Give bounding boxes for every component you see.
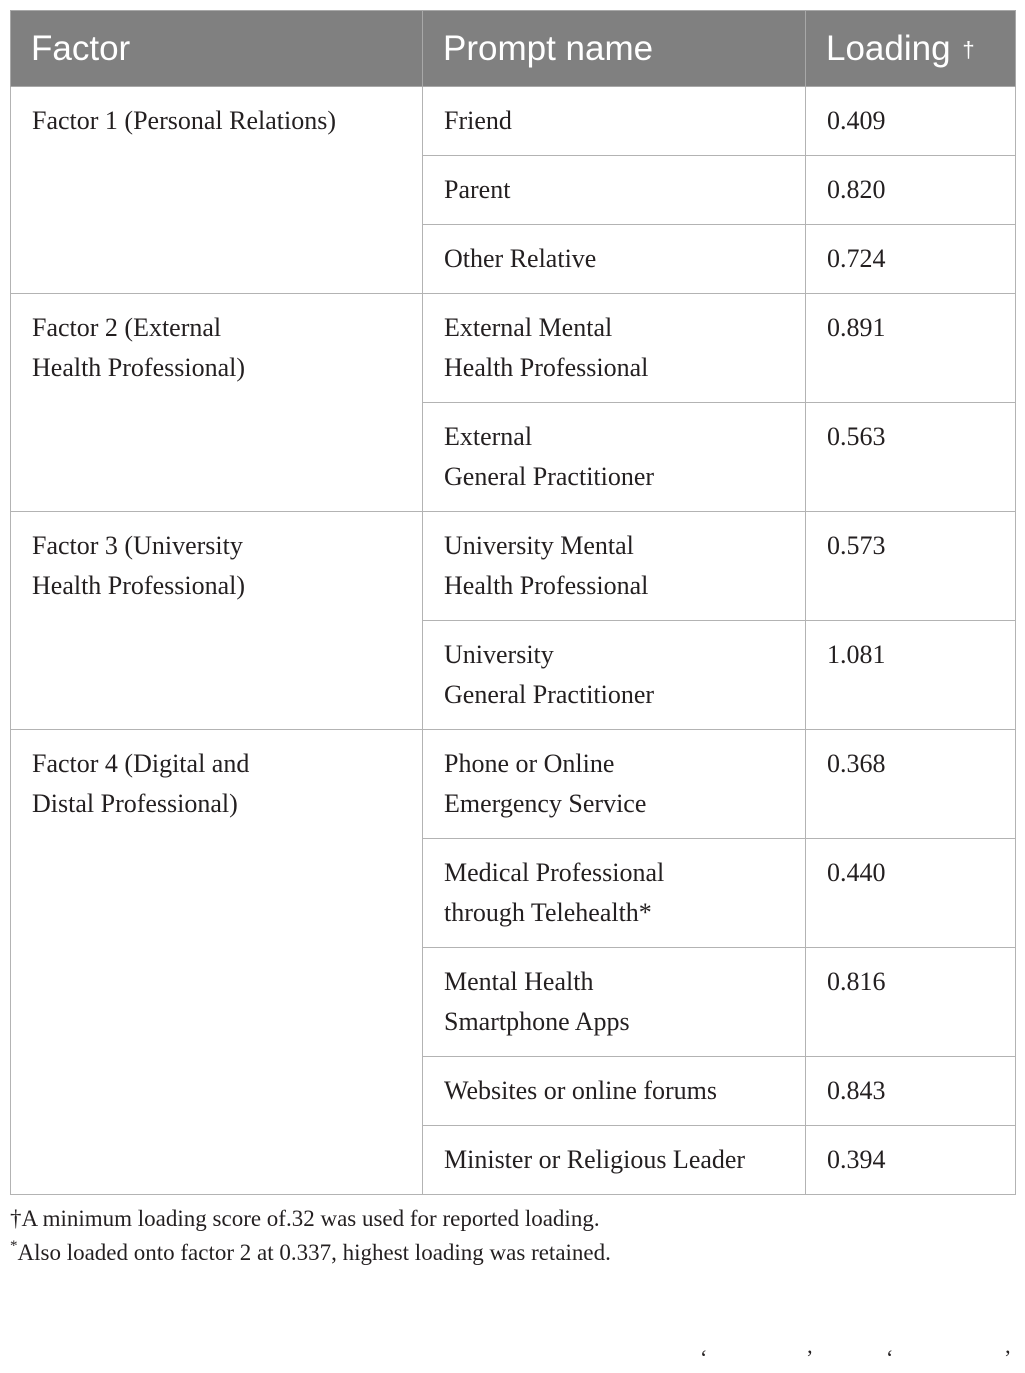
prompt-name-line: University <box>444 640 554 669</box>
loading-value-cell: 0.573 <box>806 512 1016 621</box>
prompt-name-cell <box>423 948 806 1057</box>
table-footnotes <box>10 1202 611 1270</box>
asterisk-footnote <box>10 1236 611 1270</box>
factor-loadings-table <box>10 10 1016 1195</box>
factor-label-line: Health Professional) <box>32 353 246 382</box>
loading-value-cell: 0.563 <box>806 403 1016 512</box>
prompt-name-cell <box>423 403 806 512</box>
prompt-name-line: University Mental <box>444 531 634 560</box>
prompt-name-line: Emergency Service <box>444 789 647 818</box>
quote-mark-2: ’ <box>806 1345 814 1370</box>
prompt-name-line: Health Professional <box>444 571 649 600</box>
loading-value-cell: 0.820 <box>806 156 1016 225</box>
prompt-name-cell <box>423 156 806 225</box>
loading-value-cell: 0.724 <box>806 225 1016 294</box>
dagger-footnote: †A minimum loading score of.32 was used for reported loading. <box>10 1206 600 1231</box>
factor-label-line: Factor 1 (Personal Relations) <box>32 106 336 135</box>
factor-cell <box>11 294 423 512</box>
table-row <box>11 87 1016 156</box>
prompt-name-line: Medical Professional <box>444 858 665 887</box>
prompt-name-line: Smartphone Apps <box>444 1007 630 1036</box>
header-factor <box>11 11 423 87</box>
factor-cell <box>11 730 423 1195</box>
prompt-name-line: External <box>444 422 533 451</box>
header-loading-label: Loading <box>826 28 951 68</box>
asterisk-footnote-text: Also loaded onto factor 2 at 0.337, highest loading was retained. <box>17 1240 611 1265</box>
prompt-name-line: General Practitioner <box>444 680 655 709</box>
factor-label-line: Factor 4 (Digital and <box>32 749 250 778</box>
prompt-name-line: Mental Health <box>444 967 594 996</box>
table-row <box>11 730 1016 839</box>
table-header-row <box>11 11 1016 87</box>
prompt-name-cell <box>423 1126 806 1195</box>
prompt-name-cell <box>423 621 806 730</box>
loading-value-cell: 0.816 <box>806 948 1016 1057</box>
factor-label-line: Factor 3 (University <box>32 531 243 560</box>
factor-label-line: Distal Professional) <box>32 789 238 818</box>
prompt-name-cell <box>423 730 806 839</box>
prompt-name-cell <box>423 87 806 156</box>
header-loading <box>806 11 1016 87</box>
loading-value-cell: 0.891 <box>806 294 1016 403</box>
header-prompt-label: Prompt name <box>443 28 654 68</box>
quote-mark-3: ‘ <box>886 1345 894 1370</box>
prompt-name-line: Phone or Online <box>444 749 615 778</box>
prompt-name-cell <box>423 1057 806 1126</box>
prompt-name-line: Minister or Religious Leader <box>444 1145 746 1174</box>
prompt-name-line: through Telehealth* <box>444 898 652 927</box>
prompt-name-line: External Mental <box>444 313 613 342</box>
factor-label-line: Health Professional) <box>32 571 246 600</box>
table-row <box>11 512 1016 621</box>
factor-label-line: Factor 2 (External <box>32 313 222 342</box>
prompt-name-cell <box>423 839 806 948</box>
loading-value-cell: 1.081 <box>806 621 1016 730</box>
factor-cell <box>11 512 423 730</box>
prompt-name-line: Websites or online forums <box>444 1076 718 1105</box>
prompt-name-cell <box>423 294 806 403</box>
prompt-name-line: Health Professional <box>444 353 649 382</box>
header-factor-label: Factor <box>31 28 131 68</box>
prompt-name-line: Parent <box>444 175 511 204</box>
quote-mark-4: ’ <box>1004 1345 1012 1370</box>
quote-mark-1: ‘ <box>700 1345 708 1370</box>
loading-value-cell: 0.409 <box>806 87 1016 156</box>
header-prompt-name <box>423 11 806 87</box>
asterisk-mark: * <box>10 1238 18 1254</box>
prompt-name-line: Other Relative <box>444 244 597 273</box>
loadings-table-container <box>10 10 1015 1195</box>
prompt-name-line: General Practitioner <box>444 462 655 491</box>
prompt-name-cell <box>423 512 806 621</box>
loading-value-cell: 0.440 <box>806 839 1016 948</box>
loading-value-cell: 0.394 <box>806 1126 1016 1195</box>
table-body <box>11 87 1016 1195</box>
prompt-name-line: Friend <box>444 106 512 135</box>
table-row <box>11 294 1016 403</box>
header-dagger-mark: † <box>962 37 975 63</box>
loading-value-cell: 0.843 <box>806 1057 1016 1126</box>
prompt-name-cell <box>423 225 806 294</box>
factor-cell <box>11 87 423 294</box>
loading-value-cell: 0.368 <box>806 730 1016 839</box>
